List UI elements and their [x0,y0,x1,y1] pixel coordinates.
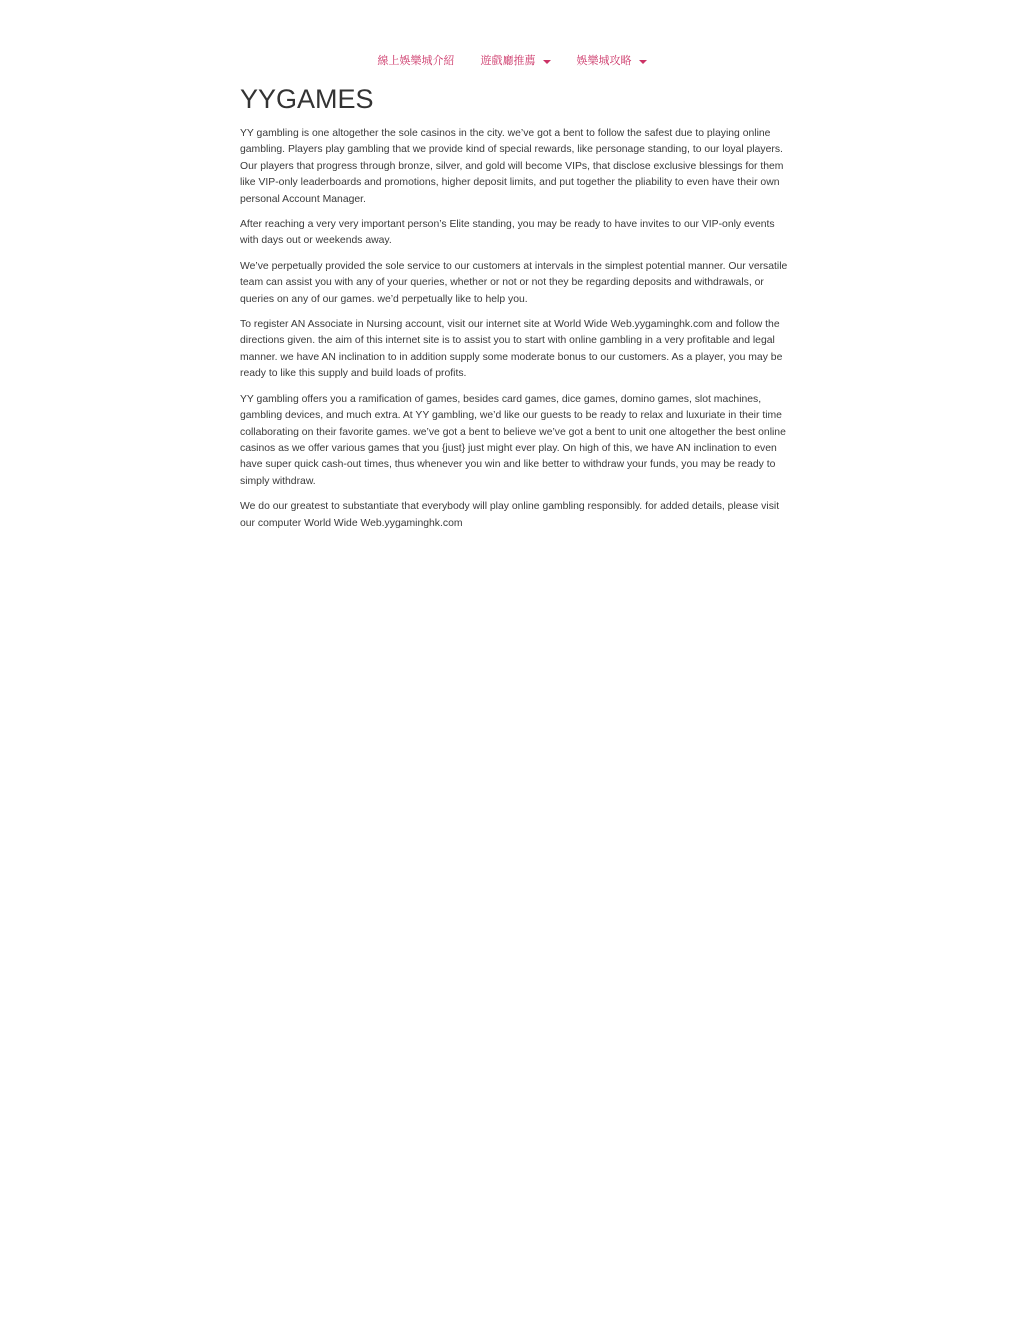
nav-item-label: 線上娛樂城介紹 [377,55,455,67]
chevron-down-icon[interactable] [639,60,647,64]
nav-item-label: 遊戲廳推薦 [480,55,536,67]
nav-item-label: 娛樂城攻略 [576,55,632,67]
article-paragraph: YY gambling offers you a ramification of games, besides card games, dice games, domino games, slot machines, gambling devices, and much extra. At YY gambling, we’d like our guests to be ready to relax and luxuriate in their time collaborating on their favorite games. we’ve got a bent to believe we’ve got a bent to unit one altogether the best online casinos as we offer various games that you {just} just might ever play. On high of this, we have AN inclination to even have super quick cash-out times, thus whenever you win and like better to withdraw your funds, you may be ready to simply withdraw. [240,393,786,487]
chevron-down-icon[interactable] [543,60,551,64]
page-title: YYGAMES [240,84,374,114]
nav-item-casino-intro[interactable] [365,52,468,70]
nav-item-game-hall[interactable] [468,52,564,70]
article-paragraph: We do our greatest to substantiate that everybody will play online gambling responsibly. for added details, please visit our computer World Wide Web.yygaminghk.com [240,501,780,529]
article-paragraph: We’ve perpetually provided the sole service to our customers at intervals in the simplest potential manner. Our versatile team can assist you with any of your queries, whether or not or not they be regarding deposits and withdrawals, or queries on any of our games. we’d perpetually like to help you. [240,260,788,305]
article-paragraph: After reaching a very very important person’s Elite standing, you may be ready to have invites to our VIP-only events with days out or weekends away. [240,219,775,247]
article [240,84,788,541]
article-paragraph: To register AN Associate in Nursing account, visit our internet site at World Wide Web.yygaminghk.com and follow the directions given. the aim of this internet site is to assist you to start with online gambling in a very profitable and legal manner. we have AN inclination to in addition supply some moderate bonus to our customers. As a player, you may be ready to like this supply and build loads of profits. [240,319,783,380]
nav-item-casino-guide[interactable] [564,52,660,70]
main-nav [0,52,1024,70]
article-paragraph: YY gambling is one altogether the sole casinos in the city. we’ve got a bent to follow the safest due to playing online gambling. Players play gambling that we provide kind of special rewards, like personage standing, to our loyal players. Our players that progress through bronze, silver, and gold will become VIPs, that disclose exclusive blessings for them like VIP-only leaderboards and promotions, higher deposit limits, and put together the pliability to even have their own personal Account Manager. [240,128,784,205]
